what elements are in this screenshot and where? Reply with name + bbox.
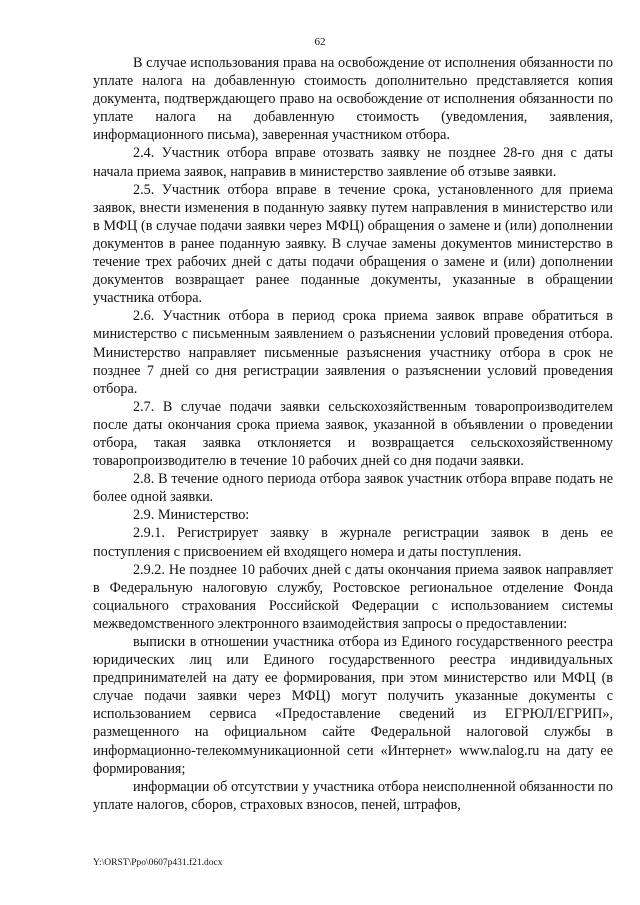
paragraph-tax-obligation-info: информации об отсутствии у участника отбора неисполненной обязанности по уплате налогов, сборов, страховых взносов, пеней, штрафов,	[93, 778, 613, 813]
paragraph-2-5: 2.5. Участник отбора вправе в течение срока, установленного для приема заявок, внести изменения в поданную заявку путем направления в министерство или в МФЦ (в случае подачи заявки через МФЦ) обращения о замене и (или) дополнении документов в ранее поданную заявку. В случае замены документов министерство в течение трех рабочих дней с даты подачи обращения о замене и (или) дополнении документов возвращает ранее поданные документы, указанные в обращении участника отбора.	[93, 181, 613, 307]
page-number: 62	[314, 36, 326, 48]
file-path-footer: Y:\ORST\Ppo\0607p431.f21.docx	[93, 858, 223, 868]
paragraph-2-9: 2.9. Министерство:	[133, 507, 250, 524]
paragraph-2-9-2: 2.9.2. Не позднее 10 рабочих дней с даты окончания приема заявок направляет в Федеральную налоговую службу, Ростовское региональное отделение Фонда социального страхования Российской Федерации с использованием системы межведомственного электронного взаимодействия запросы о предоставлении:	[93, 561, 613, 632]
paragraph-registry-extract: выписки в отношении участника отбора из Единого государственного реестра юридических лиц или Единого государственного реестра индивидуальных предпринимателей на дату ее формирования, при этом министерство или МФЦ (в случае подачи заявки через МФЦ) могут получить указанные документы с использованием сервиса «Предоставление сведений из ЕГРЮЛ/ЕГРИП», размещенного на официальном сайте Федеральной налоговой службы в информационно-телекоммуникационной сети «Интернет» www.nalog.ru на дату ее формирования;	[93, 634, 613, 777]
paragraph-vat-exemption: В случае использования права на освобождение от исполнения обязанности по уплате налога на добавленную стоимость дополнительно представляется копия документа, подтверждающего право на освобождение от исполнения обязанности по уплате налога на добавленную стоимость (уведомления, заявления, информационного письма), заверенная участником отбора.	[93, 55, 613, 144]
paragraph-2-9-1: 2.9.1. Регистрирует заявку в журнале регистрации заявок в день ее поступления с присвоением ей входящего номера и даты поступления.	[93, 525, 613, 560]
paragraph-2-7: 2.7. В случае подачи заявки сельскохозяйственным товаропроизводителем после даты окончания срока приема заявок, указанной в объявлении о проведении отбора, такая заявка отклоняется и возвращается сельскохозяйственному товаропроизводителю в течение 10 рабочих дней со дня подачи заявки.	[93, 398, 613, 470]
document-body	[93, 54, 613, 814]
paragraph-2-8: 2.8. В течение одного периода отбора заявок участник отбора вправе подать не более одной заявки.	[93, 471, 613, 506]
paragraph-2-4: 2.4. Участник отбора вправе отозвать заявку не позднее 28-го дня с даты начала приема заявок, направив в министерство заявление об отзыве заявки.	[93, 145, 613, 180]
paragraph-2-6: 2.6. Участник отбора в период срока приема заявок вправе обратиться в министерство с письменным заявлением о разъяснении условий проведения отбора. Министерство направляет письменные разъяснения участнику отбора в срок не позднее 7 дней со дня регистрации заявления о разъяснении условий проведения отбора.	[93, 308, 613, 397]
